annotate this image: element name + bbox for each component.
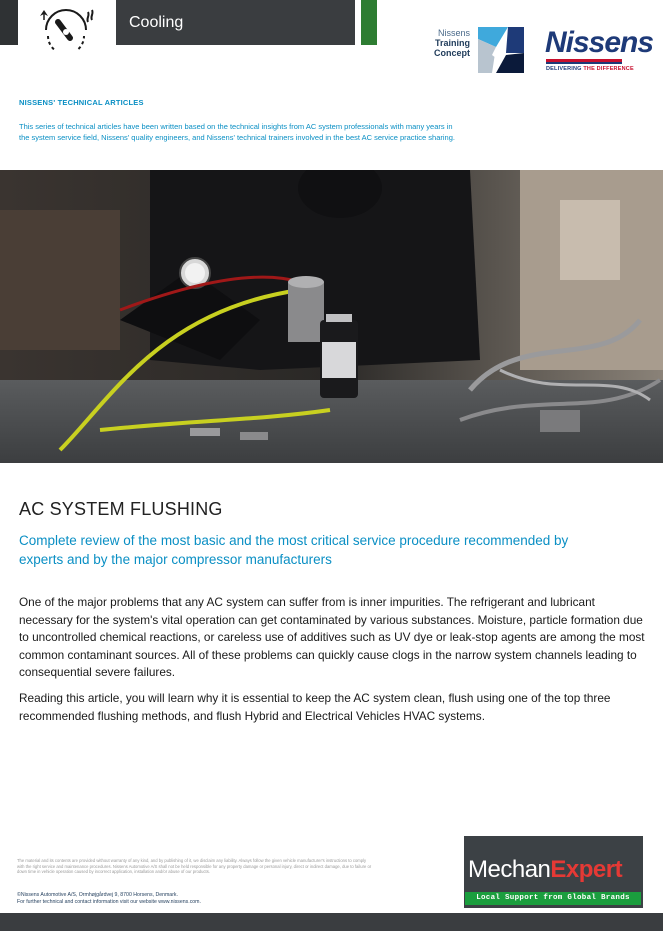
section-kicker: NISSENS' TECHNICAL ARTICLES: [19, 98, 144, 107]
website-note[interactable]: For further technical and contact information visit our website www.nissens.com.: [17, 899, 201, 905]
partner-logo: [468, 856, 622, 884]
tagline-b: THE DIFFERENCE: [583, 66, 634, 72]
training-concept-label: [420, 28, 470, 58]
footer-bar: [0, 913, 663, 931]
header-green-stripe: [361, 0, 377, 45]
nissens-logo: Nissens: [545, 26, 654, 59]
address-line: ©Nissens Automotive A/S, Ormhøjgårdvej 9, 8700 Horsens, Denmark.: [17, 892, 178, 898]
article-subtitle: Complete review of the most basic and the most critical service procedure recommended by experts and by the major compressor manufacturers: [19, 533, 569, 567]
training-line-1: Nissens: [437, 28, 470, 38]
tagline-a: DELIVERING: [546, 66, 584, 72]
nissens-tagline: [546, 66, 634, 72]
ac-compressor-icon: [18, 0, 116, 50]
category-title: Cooling: [129, 14, 184, 31]
nissens-logo-blue-bar: [546, 62, 622, 64]
hero-photo: [0, 170, 663, 463]
category-icon-box: [18, 0, 116, 50]
partner-name-b: Expert: [550, 856, 623, 883]
legal-disclaimer: The material and its contents are provided without warranty of any kind, and by publishing of it, we disclaim any liability. Always follow the given vehicle manufacturer's instructions to comply with the right service and maintenance procedures. Nissens Automotive A/S shall not be held responsible for any property damage or personal injury, direct or indirect damage, due to failure or down time in vehicle operation caused by incorrect application, installation and/or abuse of our products.: [17, 858, 372, 874]
intro-text: This series of technical articles have been written based on the technical insights from AC system professionals with many years in the system service field, Nissens' quality engineers, and Nissens' technical trainers involved in the best AC service practice sharing.: [19, 122, 455, 142]
partner-tagline: Local Support from Global Brands: [465, 892, 641, 905]
training-line-3: Concept: [434, 48, 470, 58]
training-concept-logo: [478, 27, 524, 73]
body-paragraph-1: One of the major problems that any AC system can suffer from is inner impurities. The refrigerant and lubricant necessary for the system's vital operation can get contaminated by various substances. Moisture, particle formation due to uncontrolled chemical reactions, or careless use of additives such as UV dye or leak-stop agents are among the most common contaminant sources. All of these problems can quickly cause clogs in the narrow system channels leading to consequential severe failures.: [19, 595, 645, 679]
partner-name-a: Mechan: [468, 856, 551, 883]
workshop-scene-image: [0, 170, 663, 463]
training-line-2: Training: [434, 38, 470, 48]
header-accent: [0, 0, 18, 45]
article-title: AC SYSTEM FLUSHING: [19, 499, 223, 519]
body-paragraph-2: Reading this article, you will learn why it is essential to keep the AC system clean, flush using one of the top three recommended flushing methods, and flush Hybrid and Electrical Vehicles HVAC systems.: [19, 691, 611, 723]
company-address: [17, 892, 201, 906]
